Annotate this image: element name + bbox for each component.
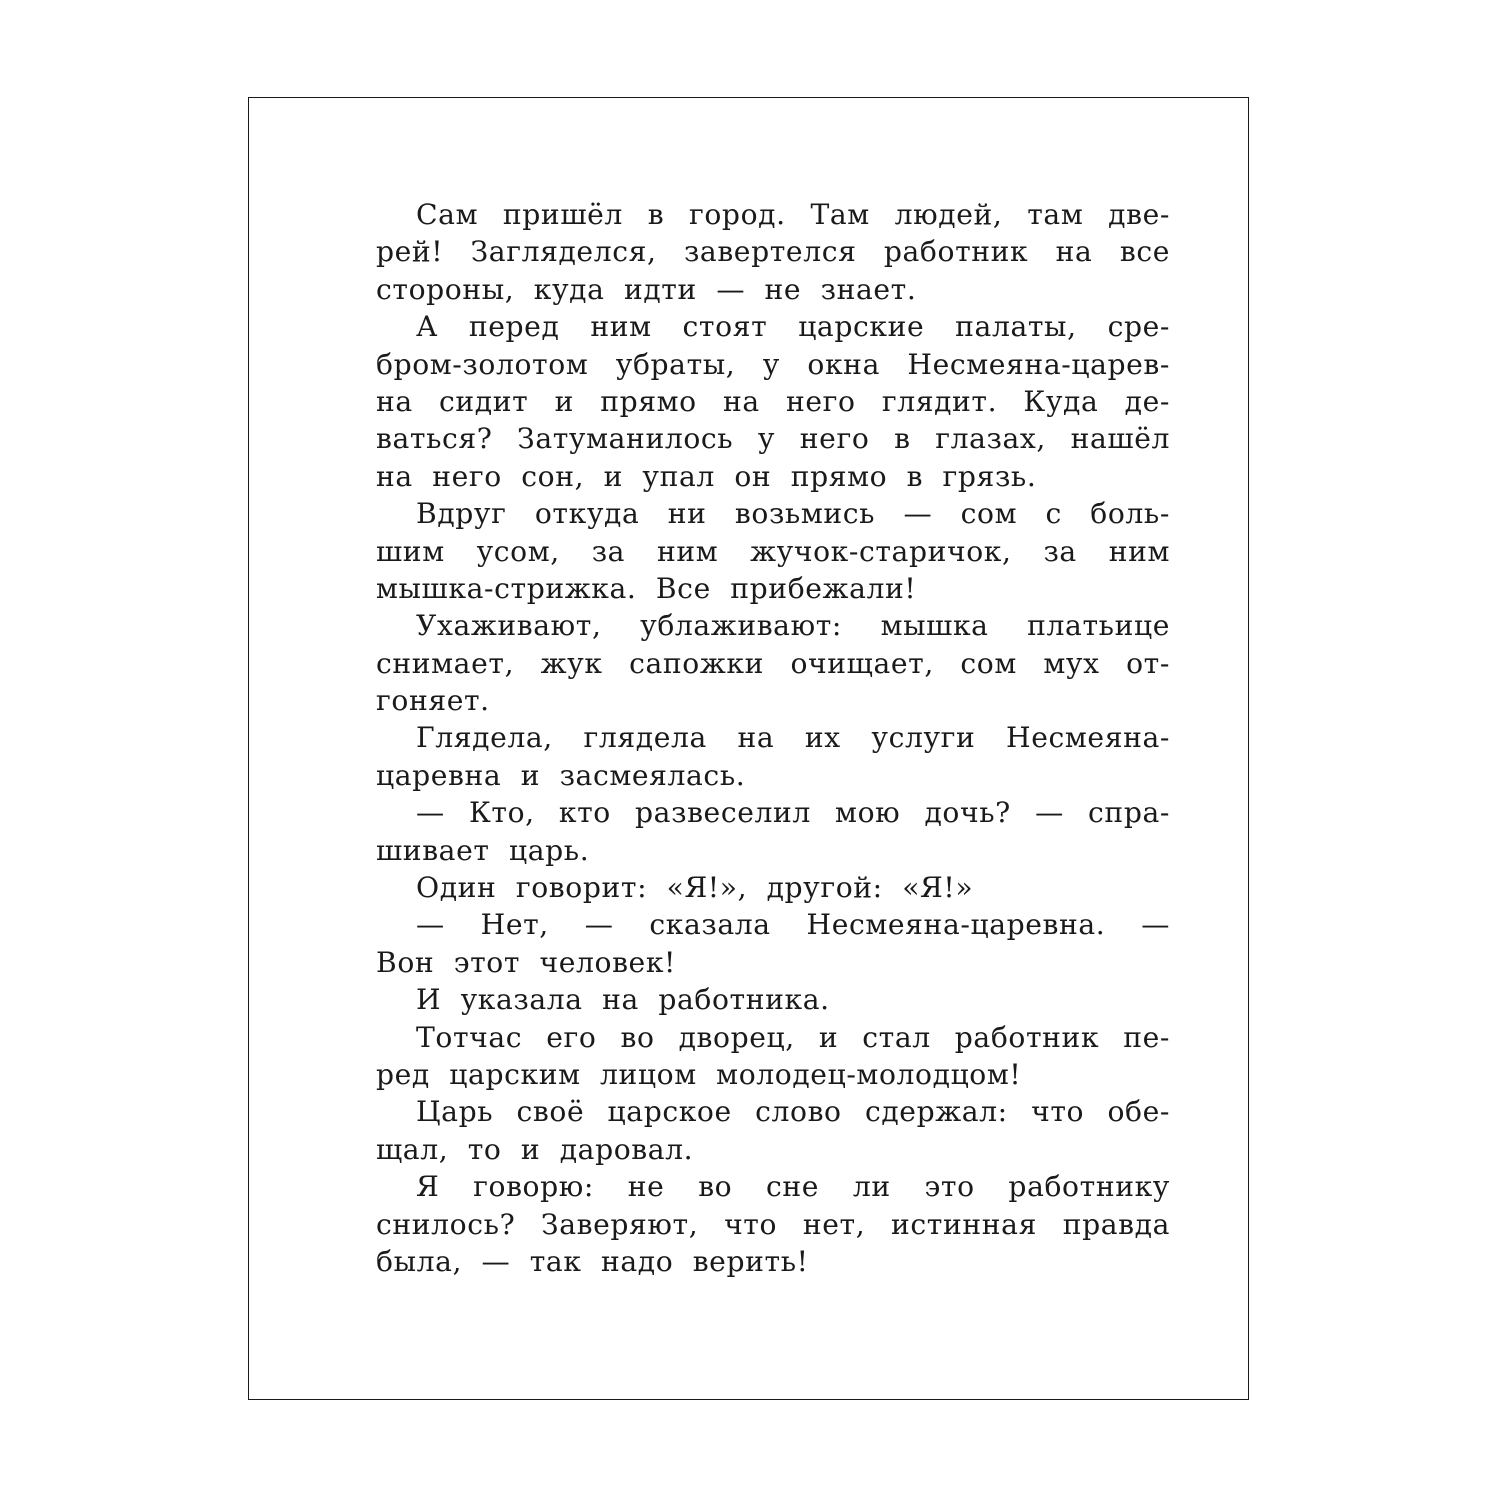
- page-text: [376, 196, 1170, 1280]
- paragraph: [376, 308, 1170, 495]
- text-line: гоняет.: [376, 684, 490, 718]
- text-line: ред царским лицом молодец-молодцом!: [376, 1057, 1022, 1091]
- paragraph: [376, 981, 1170, 1018]
- text-line: стороны, куда идти — не знает.: [376, 272, 917, 306]
- text-line: на сидит и прямо на него глядит. Куда де-: [376, 384, 1170, 418]
- text-line: щал, то и даровал.: [376, 1132, 694, 1166]
- paragraph: [376, 607, 1170, 719]
- text-line: И указала на работника.: [416, 983, 830, 1017]
- text-line: бром-золотом убраты, у окна Несмеяна-царев-: [376, 347, 1170, 381]
- text-line: снимает, жук сапожки очищает, сом мух от-: [376, 646, 1170, 680]
- paragraph: [376, 1093, 1170, 1168]
- text-line: снилось? Заверяют, что нет, истинная правда: [376, 1207, 1170, 1241]
- text-line: рей! Загляделся, завертелся работник на все: [376, 235, 1170, 269]
- text-line: ваться? Затуманилось у него в глазах, нашёл: [376, 422, 1170, 456]
- paragraph: [376, 719, 1170, 794]
- text-line: — Нет, — сказала Несмеяна-царевна. —: [416, 908, 1170, 942]
- text-line: Я говорю: не во сне ли это работнику: [416, 1170, 1170, 1204]
- text-line: Глядела, глядела на их услуги Несмеяна-: [416, 721, 1170, 755]
- text-line: Ухаживают, ублаживают: мышка платьице: [416, 609, 1170, 643]
- paragraph: [376, 1168, 1170, 1280]
- text-line: мышка-стрижка. Все прибежали!: [376, 571, 917, 605]
- text-line: — Кто, кто развеселил мою дочь? — спра-: [416, 796, 1170, 830]
- paragraph: [376, 196, 1170, 308]
- text-line: была, — так надо верить!: [376, 1244, 809, 1278]
- text-line: Вон этот человек!: [376, 945, 676, 979]
- paragraph: [376, 794, 1170, 869]
- text-line: шим усом, за ним жучок-старичок, за ним: [376, 534, 1170, 568]
- book-page: [248, 97, 1249, 1400]
- paragraph: [376, 1019, 1170, 1094]
- text-line: Царь своё царское слово сдержал: что обе-: [416, 1095, 1170, 1129]
- paragraph: [376, 495, 1170, 607]
- text-line: Один говорит: «Я!», другой: «Я!»: [416, 871, 974, 905]
- text-line: Вдруг откуда ни возьмись — сом с боль-: [416, 497, 1170, 531]
- text-line: шивает царь.: [376, 833, 590, 867]
- paragraph: [376, 906, 1170, 981]
- text-line: А перед ним стоят царские палаты, сре-: [416, 310, 1170, 344]
- text-line: Тотчас его во дворец, и стал работник пе-: [416, 1020, 1170, 1054]
- text-line: царевна и засмеялась.: [376, 758, 746, 792]
- paragraph: [376, 869, 1170, 906]
- text-line: на него сон, и упал он прямо в грязь.: [376, 459, 1037, 493]
- text-line: Сам пришёл в город. Там людей, там две-: [416, 198, 1170, 231]
